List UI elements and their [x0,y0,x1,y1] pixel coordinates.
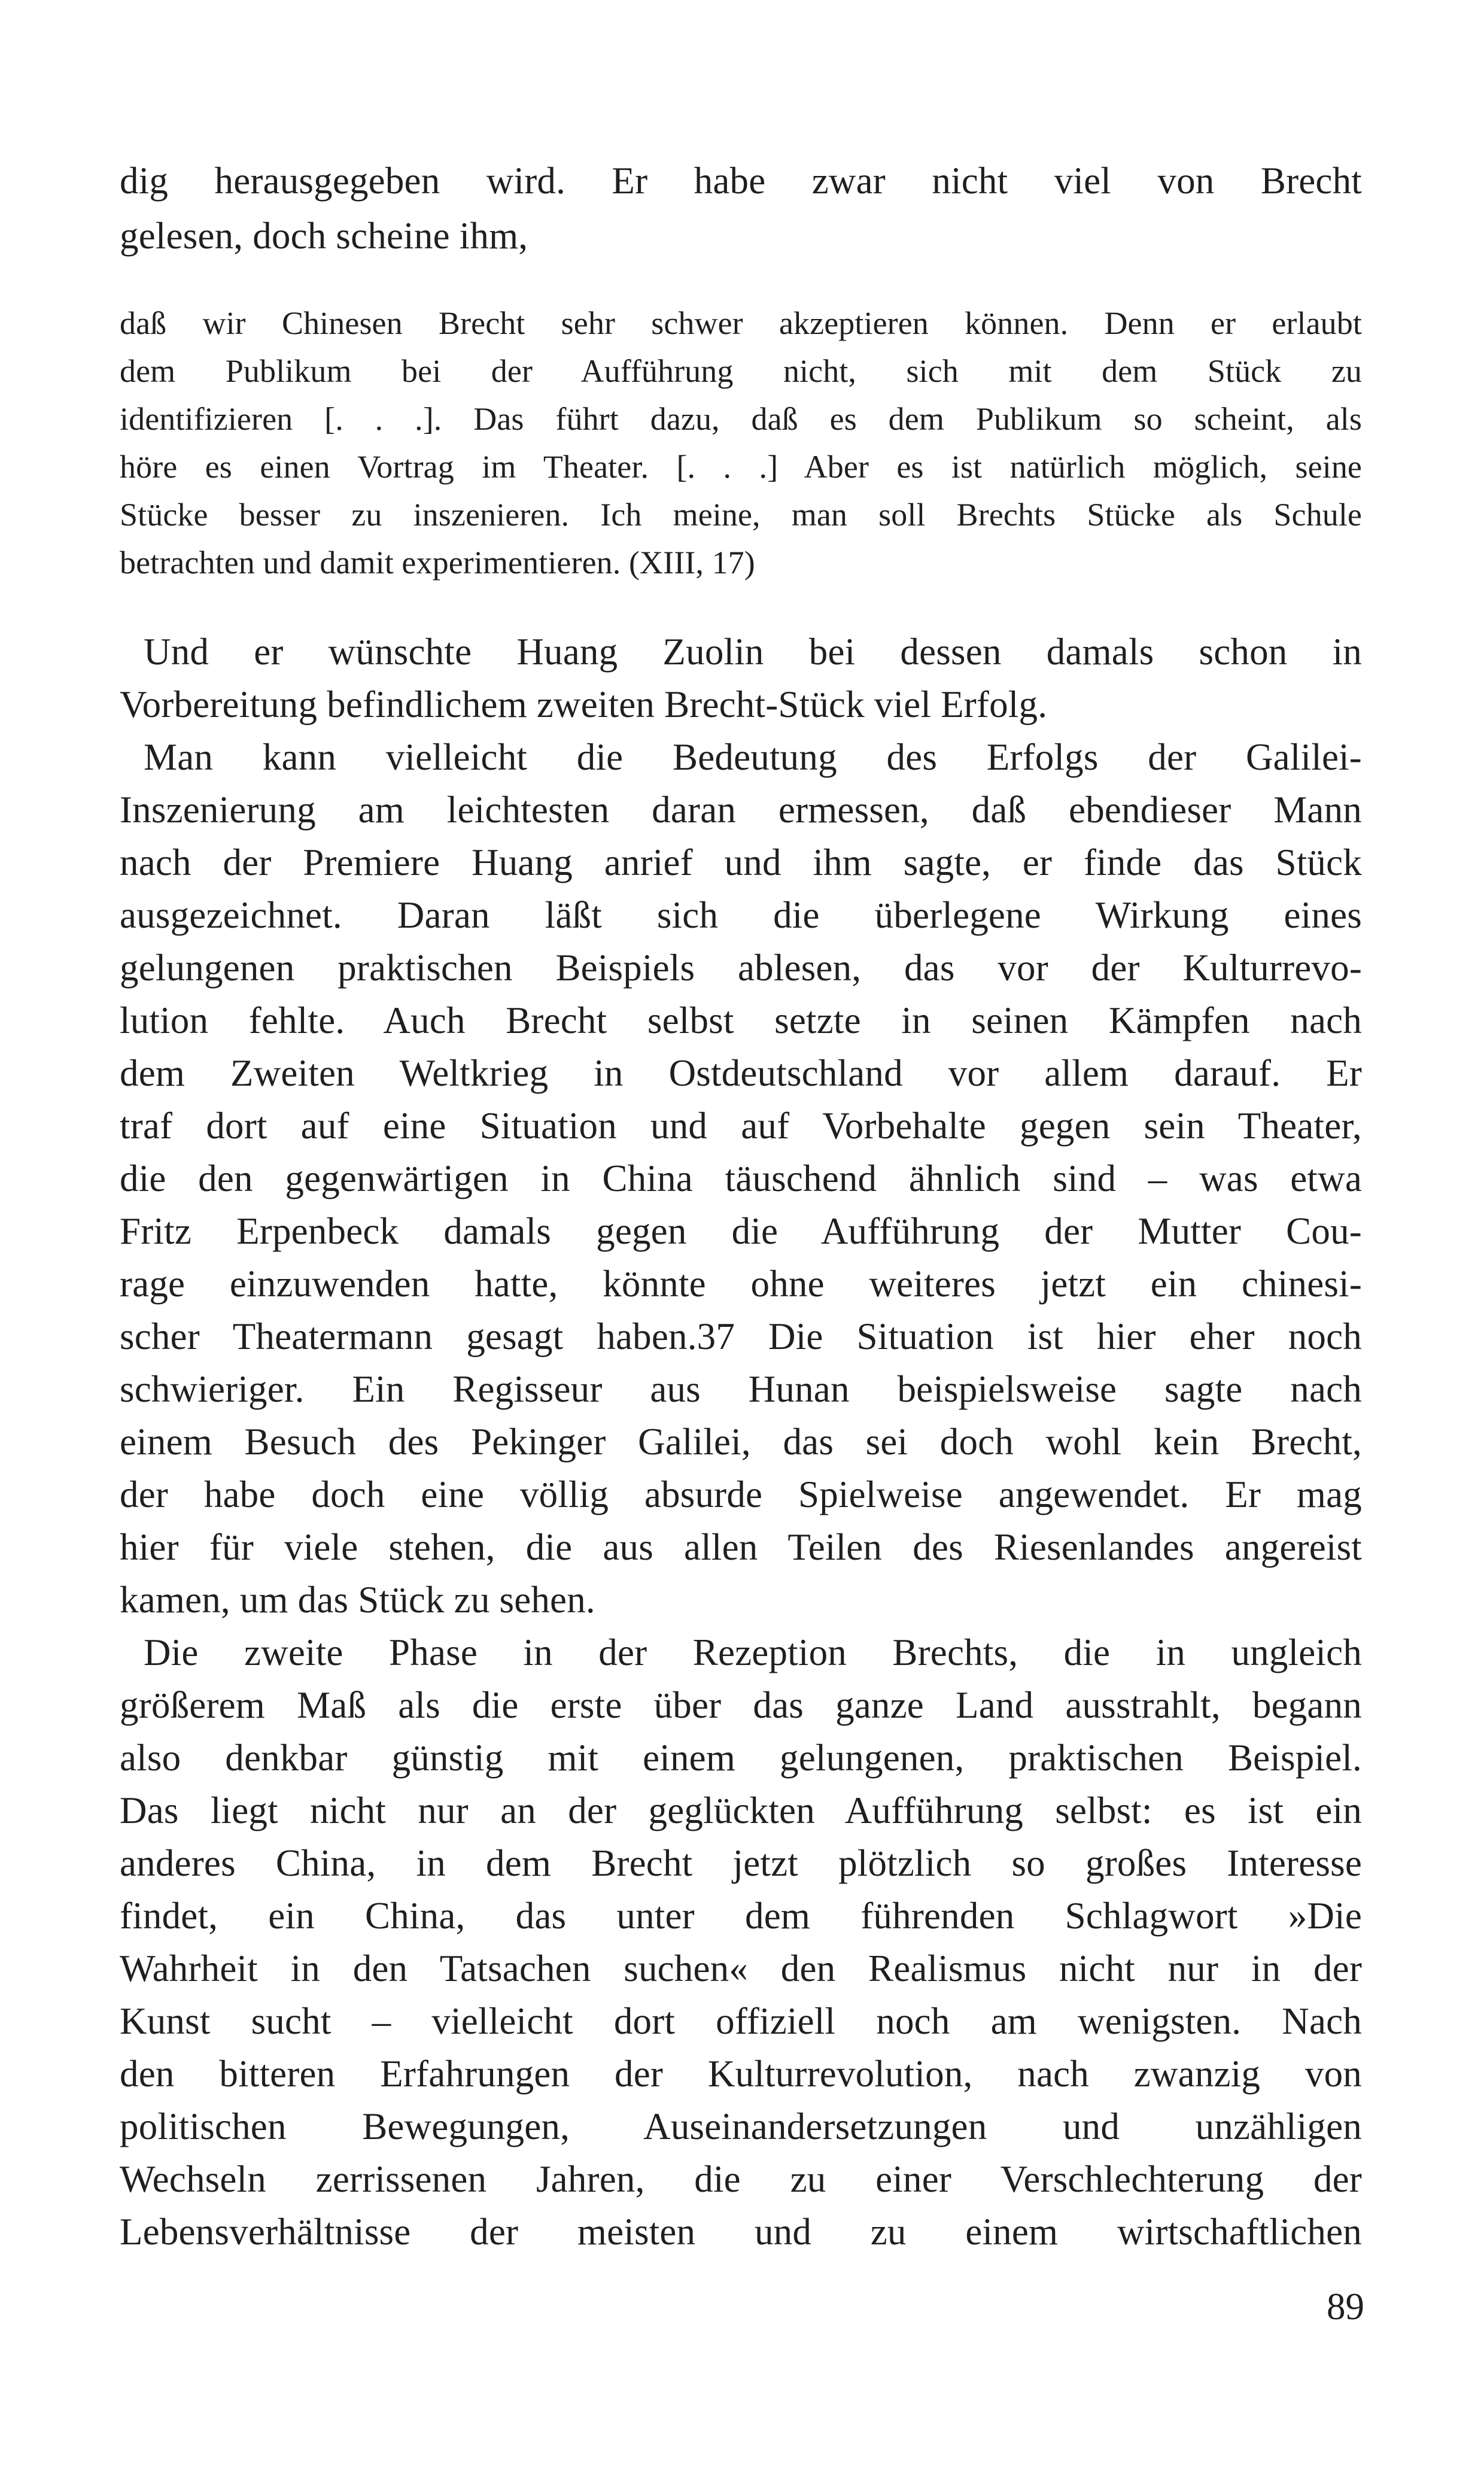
text-line: Kunst sucht – vielleicht dort offiziell noch am wenigsten. Nach [120,2000,1362,2042]
text-line: dem Zweiten Weltkrieg in Ostdeutschland vor allem darauf. Er [120,1052,1362,1094]
text-line: nach der Premiere Huang anrief und ihm sagte, er finde das Stück [120,841,1362,883]
quote-line: betrachten und damit experimentieren. (XIII, 17) [120,545,755,581]
text-line: Man kann vielleicht die Bedeutung des Erfolgs der Galilei- [144,736,1362,778]
text-line: gelungenen praktischen Beispiels ablesen, das vor der Kulturrevo- [120,947,1362,989]
text-line: dig herausgegeben wird. Er habe zwar nicht viel von Brecht [120,160,1362,202]
quote-line: höre es einen Vortrag im Theater. [. . .] Aber es ist natürlich möglich, seine [120,449,1362,485]
text-line: findet, ein China, das unter dem führenden Schlagwort »Die [120,1895,1362,1937]
text-line: lution fehlte. Auch Brecht selbst setzte in seinen Kämpfen nach [120,999,1362,1041]
text-line: Vorbereitung befindlichem zweiten Brecht-Stück viel Erfolg. [120,683,1048,725]
text-line: Die zweite Phase in der Rezeption Brechts, die in ungleich [144,1631,1362,1673]
text-line: schwieriger. Ein Regisseur aus Hunan beispielsweise sagte nach [120,1368,1362,1410]
text-line: hier für viele stehen, die aus allen Teilen des Riesenlandes angereist [120,1526,1362,1568]
text-line: Lebensverhältnisse der meisten und zu einem wirtschaftlichen [120,2211,1362,2253]
text-line: also denkbar günstig mit einem gelungenen, praktischen Beispiel. [120,1737,1362,1779]
text-line: Wahrheit in den Tatsachen suchen« den Realismus nicht nur in der [120,1948,1362,1989]
page-number: 89 [1327,2286,1364,2328]
text-line: Und er wünschte Huang Zuolin bei dessen damals schon in [144,631,1362,673]
text-line: rage einzuwenden hatte, könnte ohne weiteres jetzt ein chinesi- [120,1263,1362,1305]
text-line: politischen Bewegungen, Auseinandersetzungen und unzähligen [120,2106,1362,2147]
text-line: größerem Maß als die erste über das ganze Land ausstrahlt, begann [120,1684,1362,1726]
text-line: gelesen, doch scheine ihm, [120,215,528,257]
quote-line: daß wir Chinesen Brecht sehr schwer akzeptieren können. Denn er erlaubt [120,305,1362,341]
text-line: Inszenierung am leichtesten daran ermessen, daß ebendieser Mann [120,789,1362,831]
text-line: einem Besuch des Pekinger Galilei, das sei doch wohl kein Brecht, [120,1421,1362,1463]
text-line: der habe doch eine völlig absurde Spielweise angewendet. Er mag [120,1473,1362,1515]
quote-line: dem Publikum bei der Aufführung nicht, sich mit dem Stück zu [120,353,1362,389]
text-line: Wechseln zerrissenen Jahren, die zu einer Verschlechterung der [120,2158,1362,2200]
text-line: traf dort auf eine Situation und auf Vorbehalte gegen sein Theater, [120,1105,1362,1147]
quote-line: identifizieren [. . .]. Das führt dazu, daß es dem Publikum so scheint, als [120,401,1362,437]
text-line: kamen, um das Stück zu sehen. [120,1579,595,1621]
text-line: Fritz Erpenbeck damals gegen die Aufführung der Mutter Cou- [120,1210,1362,1252]
text-line: scher Theatermann gesagt haben.37 Die Situation ist hier eher noch [120,1315,1362,1357]
text-line: ausgezeichnet. Daran läßt sich die überlegene Wirkung eines [120,894,1362,936]
text-line: Das liegt nicht nur an der geglückten Aufführung selbst: es ist ein [120,1790,1362,1831]
quote-line: Stücke besser zu inszenieren. Ich meine, man soll Brechts Stücke als Schule [120,497,1362,533]
text-line: anderes China, in dem Brecht jetzt plötzlich so großes Interesse [120,1842,1362,1884]
text-line: den bitteren Erfahrungen der Kulturrevolution, nach zwanzig von [120,2053,1362,2095]
text-line: die den gegenwärtigen in China täuschend ähnlich sind – was etwa [120,1157,1362,1199]
